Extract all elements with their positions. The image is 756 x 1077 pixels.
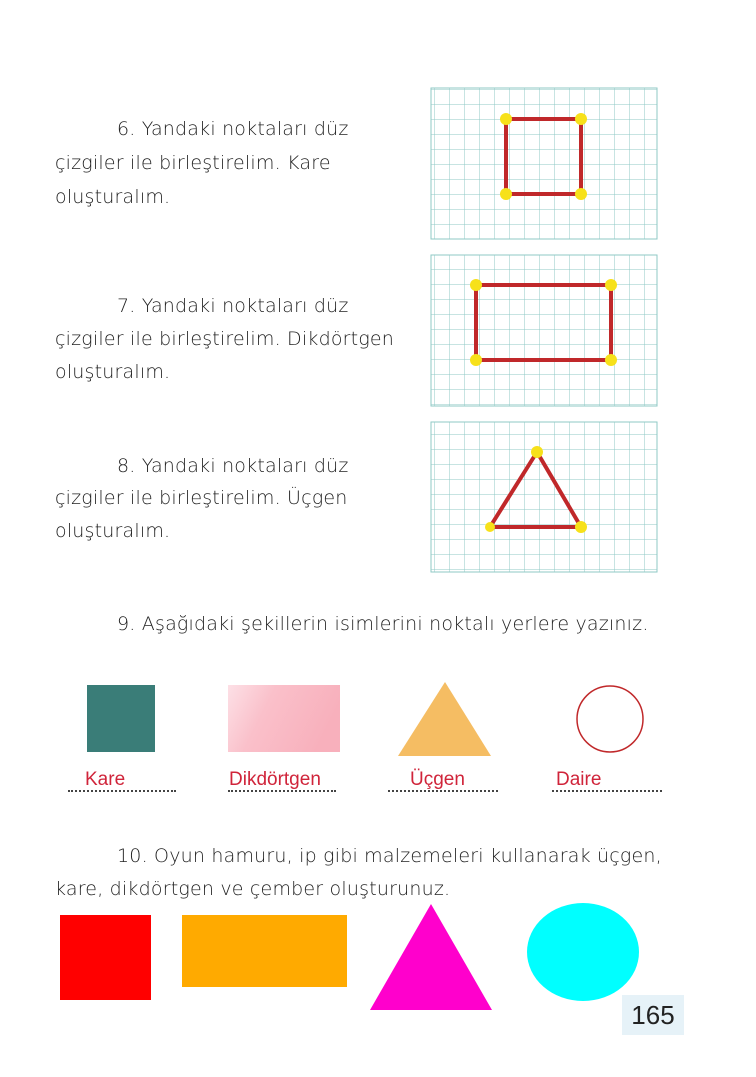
orange-triangle — [398, 682, 491, 756]
page-number: 165 — [622, 995, 684, 1035]
magenta-triangle — [370, 904, 492, 1010]
answer-daire: Daire — [556, 769, 602, 790]
answer-ucgen: Üçgen — [410, 769, 465, 790]
ex6-line3: oluşturalım. — [55, 186, 171, 208]
cyan-circle — [527, 903, 639, 1001]
ex7-line2: çizgiler ile birleştirelim. Dikdörtgen — [55, 328, 395, 350]
ex8-line2: çizgiler ile birleştirelim. Üçgen — [55, 487, 348, 509]
q10-line2: kare, dikdörtgen ve çember oluşturunuz. — [55, 878, 451, 900]
pink-rectangle — [228, 685, 340, 752]
grid-rectangle — [431, 255, 657, 406]
q10-line1: 10. Oyun hamuru, ip gibi malzemeleri kullanarak üçgen, — [117, 845, 662, 867]
ex8-line3: oluşturalım. — [55, 520, 171, 542]
ex8-line1: 8. Yandaki noktaları düz — [117, 455, 349, 477]
grid-square — [431, 88, 657, 239]
ex6-line1: 6. Yandaki noktaları düz — [117, 118, 349, 140]
teal-square — [87, 685, 155, 752]
ex6-line2: çizgiler ile birleştirelim. Kare — [55, 152, 331, 174]
red-square — [60, 915, 151, 1000]
answer-dikdortgen: Dikdörtgen — [229, 769, 321, 790]
ex7-line3: oluşturalım. — [55, 361, 171, 383]
orange-rectangle — [182, 915, 347, 987]
q9-text: 9. Aşağıdaki şekillerin isimlerini noktalı yerlere yazınız. — [117, 613, 649, 635]
answer-kare: Kare — [85, 769, 126, 790]
red-circle-outline — [577, 686, 643, 752]
ex7-line1: 7. Yandaki noktaları düz — [117, 295, 349, 317]
grid-triangle — [431, 422, 657, 572]
